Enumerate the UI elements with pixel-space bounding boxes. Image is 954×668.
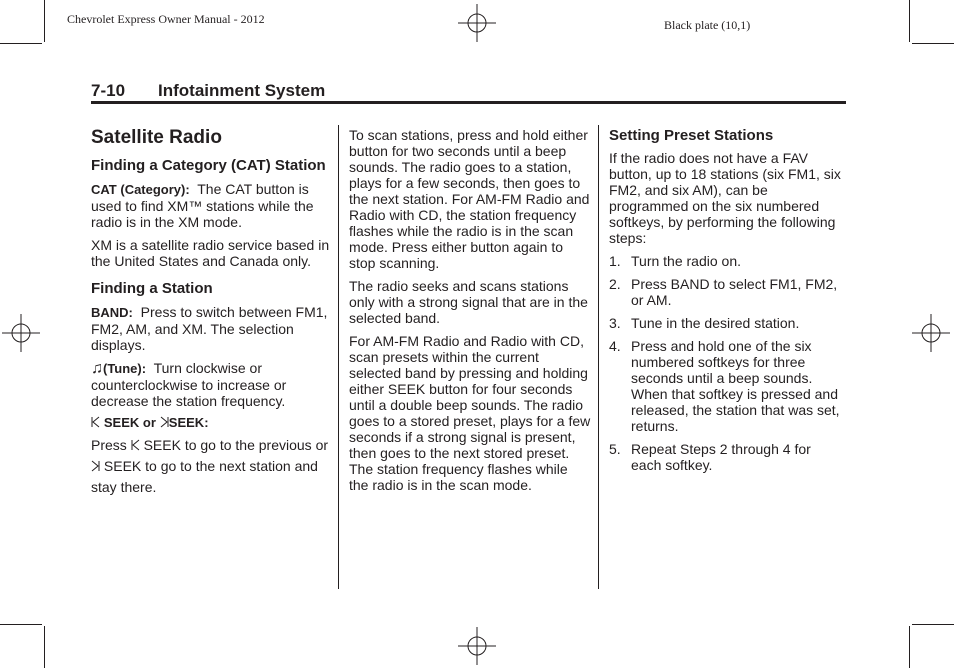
- list-item: 3. Tune in the desired station.: [609, 315, 800, 331]
- subheading-station: Finding a Station: [91, 280, 213, 297]
- seek-term-line: [91, 414, 331, 431]
- crop-mark: [0, 624, 42, 625]
- tune-term: (Tune):: [103, 361, 147, 376]
- seek-text-3: SEEK to go to the next station and stay there.: [91, 458, 318, 495]
- manual-title: Chevrolet Express Owner Manual - 2012: [67, 12, 265, 26]
- crop-mark: [912, 43, 954, 44]
- seek-term-b: SEEK:: [168, 415, 209, 430]
- cat-term: CAT (Category):: [91, 182, 190, 197]
- preset-steps: [609, 253, 841, 473]
- seek-forward-icon: [160, 416, 169, 428]
- seek-term-a: SEEK or: [103, 415, 156, 430]
- scan-paragraph: To scan stations, press and hold either button for two seconds until a beep sounds. The radio goes to a station, plays for a few seconds, then goes to the next station. For AM-FM Radio and Radio with CD, the station frequency flashes while the radio is in the scan mode. Press either button again to stop scanning.: [349, 127, 590, 271]
- band-text: Press to switch between FM1, FM2, AM, and XM. The selection displays.: [91, 304, 328, 353]
- tune-text: Turn clockwise or counterclockwise to increase or decrease the station frequency.: [91, 360, 287, 409]
- crop-mark: [909, 0, 910, 42]
- seek-forward-icon: [91, 460, 100, 472]
- crop-mark: [0, 43, 42, 44]
- cat-paragraph: [91, 181, 331, 230]
- seek-back-icon: [91, 416, 100, 428]
- xm-paragraph: XM is a satellite radio service based in the United States and Canada only.: [91, 237, 330, 269]
- column-divider: [338, 125, 339, 589]
- list-item: 5. Repeat Steps 2 through 4 for each softkey.: [609, 441, 811, 473]
- page-number: 7-10: [91, 81, 126, 100]
- list-item: 2. Press BAND to select FM1, FM2, or AM.: [609, 276, 838, 308]
- plate-label: Black plate (10,1): [664, 18, 751, 32]
- seek-scan-paragraph: The radio seeks and scans stations only with a strong signal that are in the selected band.: [349, 278, 588, 326]
- crop-mark: [909, 626, 910, 668]
- seek-paragraph: [91, 435, 331, 498]
- presets-intro: If the radio does not have a FAV button, up to 18 stations (six FM1, six FM2, and six AM), can be programmed on the six numbered softkeys, by performing the following steps:: [609, 150, 841, 246]
- band-paragraph: [91, 304, 331, 353]
- section-heading: [91, 81, 325, 101]
- section-title: Infotainment System: [158, 81, 326, 100]
- seek-back-icon: [131, 439, 140, 451]
- column-1: [91, 127, 331, 505]
- band-term: BAND:: [91, 305, 133, 320]
- column-2: [349, 127, 591, 500]
- registration-mark-icon: [2, 314, 40, 352]
- column-3: [609, 127, 841, 480]
- list-item: 1. Turn the radio on.: [609, 253, 741, 269]
- seek-text-1: Press: [91, 437, 127, 453]
- list-item: 4. Press and hold one of the six numbered softkeys for three seconds until a beep sounds. When that softkey is pressed and released, the station that was set, returns.: [609, 338, 840, 434]
- crop-mark: [912, 624, 954, 625]
- column-divider: [598, 125, 599, 589]
- registration-mark-icon: [458, 4, 496, 42]
- registration-mark-icon: [912, 314, 950, 352]
- music-note-icon: ♫: [91, 360, 103, 377]
- subheading-presets: Setting Preset Stations: [609, 127, 774, 144]
- cat-text: The CAT button is used to find XM™ stations while the radio is in the XM mode.: [91, 181, 314, 230]
- scan-presets-paragraph: For AM-FM Radio and Radio with CD, scan presets within the current selected band by pressing and holding either SEEK button for four seconds until a double beep sounds. The radio goes to a stored preset, plays for a few seconds if a strong signal is present, then goes to the next stored preset. The station frequency flashes while the radio is in the scan mode.: [349, 333, 591, 493]
- section-rule: [91, 101, 846, 104]
- registration-mark-icon: [458, 627, 496, 665]
- subheading-category: Finding a Category (CAT) Station: [91, 157, 326, 174]
- tune-paragraph: [91, 360, 331, 409]
- seek-text-2: SEEK to go to the previous or: [143, 437, 329, 453]
- crop-mark: [44, 0, 45, 42]
- page-title: Satellite Radio: [91, 127, 222, 148]
- crop-mark: [44, 626, 45, 668]
